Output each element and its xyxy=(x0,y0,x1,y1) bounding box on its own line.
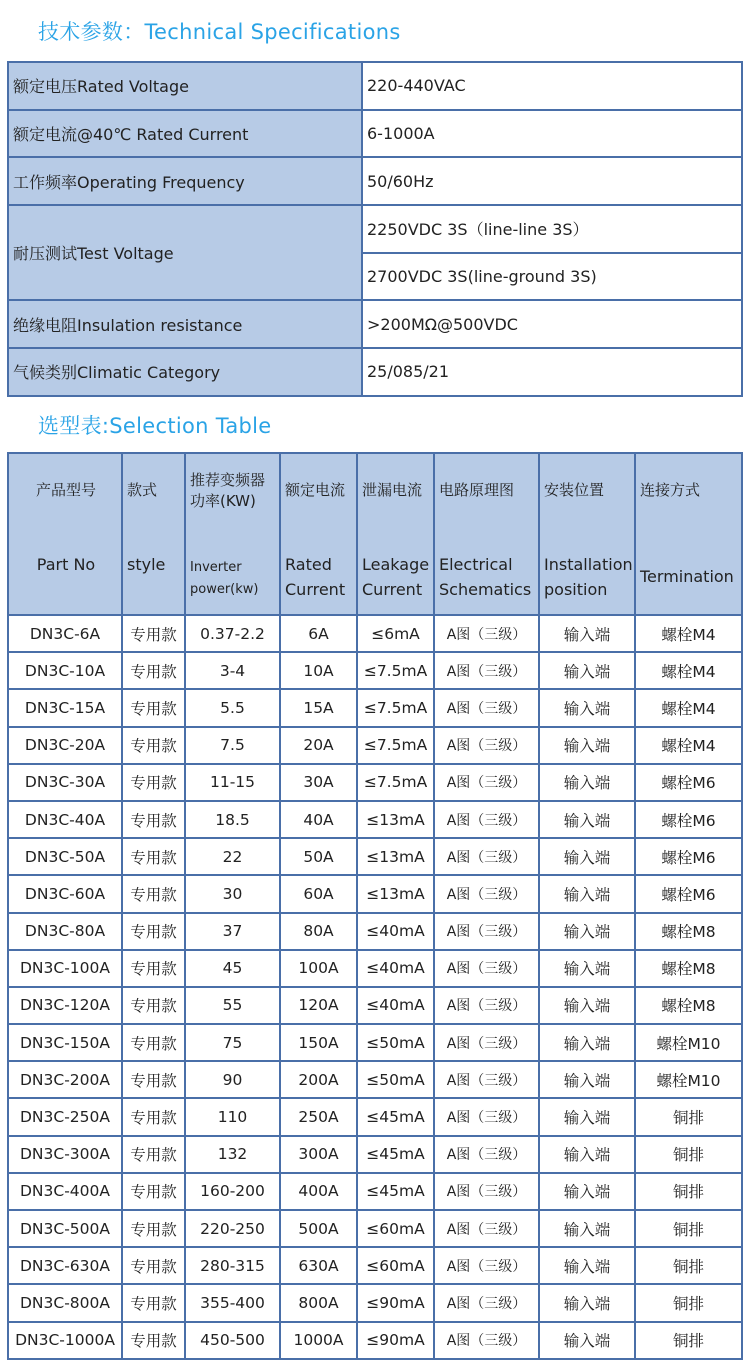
table-row xyxy=(8,913,742,950)
leakage-current-cell: ≤40mA xyxy=(357,987,434,1024)
part-no-cell: DN3C-15A xyxy=(8,689,122,726)
spec-row xyxy=(8,300,742,348)
termination-cell: 螺栓M6 xyxy=(635,801,742,838)
selection-table xyxy=(7,452,743,1360)
spec-table xyxy=(7,61,743,397)
spec-value: >200MΩ@500VDC xyxy=(362,300,742,348)
inverter-power-cell: 355-400 xyxy=(185,1284,280,1321)
schematic-cell: A图（三级） xyxy=(434,1284,539,1321)
leakage-current-cell: ≤60mA xyxy=(357,1210,434,1247)
style-cell: 专用款 xyxy=(122,950,185,987)
schematic-cell: A图（三级） xyxy=(434,615,539,652)
spec-row xyxy=(8,157,742,205)
termination-cell: 螺栓M6 xyxy=(635,838,742,875)
table-row xyxy=(8,1173,742,1210)
inverter-power-cell: 45 xyxy=(185,950,280,987)
installation-cell: 输入端 xyxy=(539,689,635,726)
installation-cell: 输入端 xyxy=(539,875,635,912)
spec-value: 6-1000A xyxy=(362,110,742,158)
schematic-cell: A图（三级） xyxy=(434,875,539,912)
header-cn: 额定电流 xyxy=(285,481,346,499)
style-cell: 专用款 xyxy=(122,987,185,1024)
part-no-cell: DN3C-30A xyxy=(8,764,122,801)
rated-current-cell: 400A xyxy=(280,1173,357,1210)
spec-label: 额定电压Rated Voltage xyxy=(8,62,362,110)
termination-cell: 螺栓M10 xyxy=(635,1024,742,1061)
header-en: style xyxy=(127,555,166,574)
part-no-cell: DN3C-630A xyxy=(8,1247,122,1284)
leakage-current-cell: ≤13mA xyxy=(357,875,434,912)
rated-current-cell: 30A xyxy=(280,764,357,801)
selection-heading: 选型表:Selection Table xyxy=(38,414,272,438)
rated-current-cell: 500A xyxy=(280,1210,357,1247)
termination-cell: 螺栓M4 xyxy=(635,727,742,764)
style-cell: 专用款 xyxy=(122,1247,185,1284)
part-no-cell: DN3C-40A xyxy=(8,801,122,838)
rated-current-cell: 10A xyxy=(280,652,357,689)
spec-value: 50/60Hz xyxy=(362,157,742,205)
termination-cell: 铜排 xyxy=(635,1210,742,1247)
leakage-current-cell: ≤7.5mA xyxy=(357,727,434,764)
table-row xyxy=(8,1136,742,1173)
leakage-current-cell: ≤90mA xyxy=(357,1284,434,1321)
inverter-power-cell: 132 xyxy=(185,1136,280,1173)
header-en: Inverter power(kw) xyxy=(190,560,259,597)
leakage-current-cell: ≤7.5mA xyxy=(357,764,434,801)
inverter-power-cell: 30 xyxy=(185,875,280,912)
header-termination xyxy=(635,453,742,615)
table-row xyxy=(8,1024,742,1061)
schematic-cell: A图（三级） xyxy=(434,652,539,689)
table-row xyxy=(8,1247,742,1284)
inverter-power-cell: 3-4 xyxy=(185,652,280,689)
style-cell: 专用款 xyxy=(122,913,185,950)
schematic-cell: A图（三级） xyxy=(434,689,539,726)
installation-cell: 输入端 xyxy=(539,950,635,987)
rated-current-cell: 50A xyxy=(280,838,357,875)
termination-cell: 螺栓M10 xyxy=(635,1061,742,1098)
installation-cell: 输入端 xyxy=(539,1136,635,1173)
schematic-cell: A图（三级） xyxy=(434,1136,539,1173)
rated-current-cell: 1000A xyxy=(280,1322,357,1359)
header-cn: 安装位置 xyxy=(544,481,605,499)
header-cn: 款式 xyxy=(127,481,158,499)
inverter-power-cell: 18.5 xyxy=(185,801,280,838)
spec-label: 工作频率Operating Frequency xyxy=(8,157,362,205)
rated-current-cell: 300A xyxy=(280,1136,357,1173)
installation-cell: 输入端 xyxy=(539,652,635,689)
header-en: Installation position xyxy=(544,555,633,599)
style-cell: 专用款 xyxy=(122,652,185,689)
schematic-cell: A图（三级） xyxy=(434,1210,539,1247)
termination-cell: 螺栓M8 xyxy=(635,913,742,950)
installation-cell: 输入端 xyxy=(539,1098,635,1135)
style-cell: 专用款 xyxy=(122,615,185,652)
spec-label: 额定电流@40℃ Rated Current xyxy=(8,110,362,158)
style-cell: 专用款 xyxy=(122,689,185,726)
leakage-current-cell: ≤45mA xyxy=(357,1136,434,1173)
schematic-cell: A图（三级） xyxy=(434,913,539,950)
header-cn: 连接方式 xyxy=(640,481,701,499)
part-no-cell: DN3C-10A xyxy=(8,652,122,689)
spec-row xyxy=(8,110,742,158)
termination-cell: 铜排 xyxy=(635,1322,742,1359)
leakage-current-cell: ≤60mA xyxy=(357,1247,434,1284)
spec-label: 耐压测试Test Voltage xyxy=(8,205,362,300)
spec-row xyxy=(8,62,742,110)
leakage-current-cell: ≤90mA xyxy=(357,1322,434,1359)
table-row xyxy=(8,987,742,1024)
installation-cell: 输入端 xyxy=(539,987,635,1024)
leakage-current-cell: ≤6mA xyxy=(357,615,434,652)
leakage-current-cell: ≤45mA xyxy=(357,1173,434,1210)
style-cell: 专用款 xyxy=(122,1061,185,1098)
installation-cell: 输入端 xyxy=(539,615,635,652)
inverter-power-cell: 5.5 xyxy=(185,689,280,726)
header-rated-current xyxy=(280,453,357,615)
installation-cell: 输入端 xyxy=(539,727,635,764)
inverter-power-cell: 220-250 xyxy=(185,1210,280,1247)
termination-cell: 螺栓M8 xyxy=(635,987,742,1024)
spec-value: 2700VDC 3S(line-ground 3S) xyxy=(362,253,742,301)
termination-cell: 螺栓M6 xyxy=(635,875,742,912)
part-no-cell: DN3C-80A xyxy=(8,913,122,950)
inverter-power-cell: 55 xyxy=(185,987,280,1024)
leakage-current-cell: ≤45mA xyxy=(357,1098,434,1135)
part-no-cell: DN3C-500A xyxy=(8,1210,122,1247)
table-row xyxy=(8,1098,742,1135)
table-row xyxy=(8,764,742,801)
spec-row xyxy=(8,205,742,253)
leakage-current-cell: ≤13mA xyxy=(357,801,434,838)
inverter-power-cell: 11-15 xyxy=(185,764,280,801)
schematic-cell: A图（三级） xyxy=(434,987,539,1024)
table-row xyxy=(8,950,742,987)
style-cell: 专用款 xyxy=(122,1136,185,1173)
schematic-cell: A图（三级） xyxy=(434,838,539,875)
table-row xyxy=(8,801,742,838)
spec-value: 25/085/21 xyxy=(362,348,742,396)
rated-current-cell: 200A xyxy=(280,1061,357,1098)
table-row xyxy=(8,1210,742,1247)
table-row xyxy=(8,689,742,726)
inverter-power-cell: 7.5 xyxy=(185,727,280,764)
header-style xyxy=(122,453,185,615)
header-part-no xyxy=(8,453,122,615)
spec-heading: 技术参数：Technical Specifications xyxy=(38,20,401,44)
installation-cell: 输入端 xyxy=(539,1173,635,1210)
installation-cell: 输入端 xyxy=(539,1061,635,1098)
header-en: Electrical Schematics xyxy=(439,555,532,599)
table-row xyxy=(8,1284,742,1321)
termination-cell: 铜排 xyxy=(635,1284,742,1321)
part-no-cell: DN3C-400A xyxy=(8,1173,122,1210)
rated-current-cell: 80A xyxy=(280,913,357,950)
style-cell: 专用款 xyxy=(122,1284,185,1321)
installation-cell: 输入端 xyxy=(539,764,635,801)
style-cell: 专用款 xyxy=(122,875,185,912)
inverter-power-cell: 37 xyxy=(185,913,280,950)
part-no-cell: DN3C-300A xyxy=(8,1136,122,1173)
rated-current-cell: 630A xyxy=(280,1247,357,1284)
rated-current-cell: 100A xyxy=(280,950,357,987)
spec-label: 气候类别Climatic Category xyxy=(8,348,362,396)
leakage-current-cell: ≤40mA xyxy=(357,913,434,950)
inverter-power-cell: 110 xyxy=(185,1098,280,1135)
part-no-cell: DN3C-150A xyxy=(8,1024,122,1061)
inverter-power-cell: 90 xyxy=(185,1061,280,1098)
schematic-cell: A图（三级） xyxy=(434,1098,539,1135)
style-cell: 专用款 xyxy=(122,1098,185,1135)
part-no-cell: DN3C-200A xyxy=(8,1061,122,1098)
part-no-cell: DN3C-6A xyxy=(8,615,122,652)
header-cn: 泄漏电流 xyxy=(362,481,423,499)
inverter-power-cell: 22 xyxy=(185,838,280,875)
header-cn: 电路原理图 xyxy=(439,481,515,499)
termination-cell: 螺栓M4 xyxy=(635,689,742,726)
part-no-cell: DN3C-800A xyxy=(8,1284,122,1321)
header-schematics xyxy=(434,453,539,615)
table-row xyxy=(8,1061,742,1098)
leakage-current-cell: ≤50mA xyxy=(357,1061,434,1098)
header-inverter-power xyxy=(185,453,280,615)
style-cell: 专用款 xyxy=(122,727,185,764)
installation-cell: 输入端 xyxy=(539,1247,635,1284)
installation-cell: 输入端 xyxy=(539,1284,635,1321)
table-row xyxy=(8,838,742,875)
leakage-current-cell: ≤7.5mA xyxy=(357,652,434,689)
termination-cell: 螺栓M8 xyxy=(635,950,742,987)
leakage-current-cell: ≤40mA xyxy=(357,950,434,987)
rated-current-cell: 800A xyxy=(280,1284,357,1321)
style-cell: 专用款 xyxy=(122,801,185,838)
style-cell: 专用款 xyxy=(122,1024,185,1061)
spec-row xyxy=(8,348,742,396)
installation-cell: 输入端 xyxy=(539,801,635,838)
header-en: Part No xyxy=(36,555,96,574)
header-cn: 产品型号 xyxy=(35,481,96,499)
termination-cell: 螺栓M4 xyxy=(635,615,742,652)
header-cn: 推荐变频器功率(KW) xyxy=(190,471,266,510)
inverter-power-cell: 75 xyxy=(185,1024,280,1061)
rated-current-cell: 15A xyxy=(280,689,357,726)
part-no-cell: DN3C-1000A xyxy=(8,1322,122,1359)
rated-current-cell: 6A xyxy=(280,615,357,652)
style-cell: 专用款 xyxy=(122,764,185,801)
installation-cell: 输入端 xyxy=(539,1024,635,1061)
installation-cell: 输入端 xyxy=(539,838,635,875)
schematic-cell: A图（三级） xyxy=(434,1061,539,1098)
style-cell: 专用款 xyxy=(122,1210,185,1247)
schematic-cell: A图（三级） xyxy=(434,950,539,987)
table-row xyxy=(8,652,742,689)
schematic-cell: A图（三级） xyxy=(434,1247,539,1284)
style-cell: 专用款 xyxy=(122,1322,185,1359)
installation-cell: 输入端 xyxy=(539,1210,635,1247)
leakage-current-cell: ≤13mA xyxy=(357,838,434,875)
installation-cell: 输入端 xyxy=(539,913,635,950)
termination-cell: 螺栓M6 xyxy=(635,764,742,801)
inverter-power-cell: 280-315 xyxy=(185,1247,280,1284)
termination-cell: 螺栓M4 xyxy=(635,652,742,689)
header-installation xyxy=(539,453,635,615)
spec-value: 2250VDC 3S（line-line 3S） xyxy=(362,205,742,253)
rated-current-cell: 120A xyxy=(280,987,357,1024)
header-en: Leakage Current xyxy=(362,555,430,599)
part-no-cell: DN3C-20A xyxy=(8,727,122,764)
schematic-cell: A图（三级） xyxy=(434,801,539,838)
spec-value: 220-440VAC xyxy=(362,62,742,110)
header-en: Rated Current xyxy=(285,555,346,599)
schematic-cell: A图（三级） xyxy=(434,1024,539,1061)
schematic-cell: A图（三级） xyxy=(434,727,539,764)
termination-cell: 铜排 xyxy=(635,1247,742,1284)
table-row xyxy=(8,875,742,912)
leakage-current-cell: ≤50mA xyxy=(357,1024,434,1061)
table-row xyxy=(8,615,742,652)
header-leakage-current xyxy=(357,453,434,615)
style-cell: 专用款 xyxy=(122,1173,185,1210)
selection-header-row xyxy=(8,453,742,615)
rated-current-cell: 40A xyxy=(280,801,357,838)
part-no-cell: DN3C-50A xyxy=(8,838,122,875)
part-no-cell: DN3C-250A xyxy=(8,1098,122,1135)
header-en: Termination xyxy=(640,567,734,586)
part-no-cell: DN3C-60A xyxy=(8,875,122,912)
part-no-cell: DN3C-100A xyxy=(8,950,122,987)
rated-current-cell: 60A xyxy=(280,875,357,912)
style-cell: 专用款 xyxy=(122,838,185,875)
inverter-power-cell: 0.37-2.2 xyxy=(185,615,280,652)
rated-current-cell: 250A xyxy=(280,1098,357,1135)
rated-current-cell: 150A xyxy=(280,1024,357,1061)
installation-cell: 输入端 xyxy=(539,1322,635,1359)
termination-cell: 铜排 xyxy=(635,1173,742,1210)
schematic-cell: A图（三级） xyxy=(434,1322,539,1359)
inverter-power-cell: 450-500 xyxy=(185,1322,280,1359)
inverter-power-cell: 160-200 xyxy=(185,1173,280,1210)
leakage-current-cell: ≤7.5mA xyxy=(357,689,434,726)
table-row xyxy=(8,1322,742,1359)
part-no-cell: DN3C-120A xyxy=(8,987,122,1024)
schematic-cell: A图（三级） xyxy=(434,1173,539,1210)
termination-cell: 铜排 xyxy=(635,1136,742,1173)
table-row xyxy=(8,727,742,764)
spec-label: 绝缘电阻Insulation resistance xyxy=(8,300,362,348)
rated-current-cell: 20A xyxy=(280,727,357,764)
schematic-cell: A图（三级） xyxy=(434,764,539,801)
termination-cell: 铜排 xyxy=(635,1098,742,1135)
